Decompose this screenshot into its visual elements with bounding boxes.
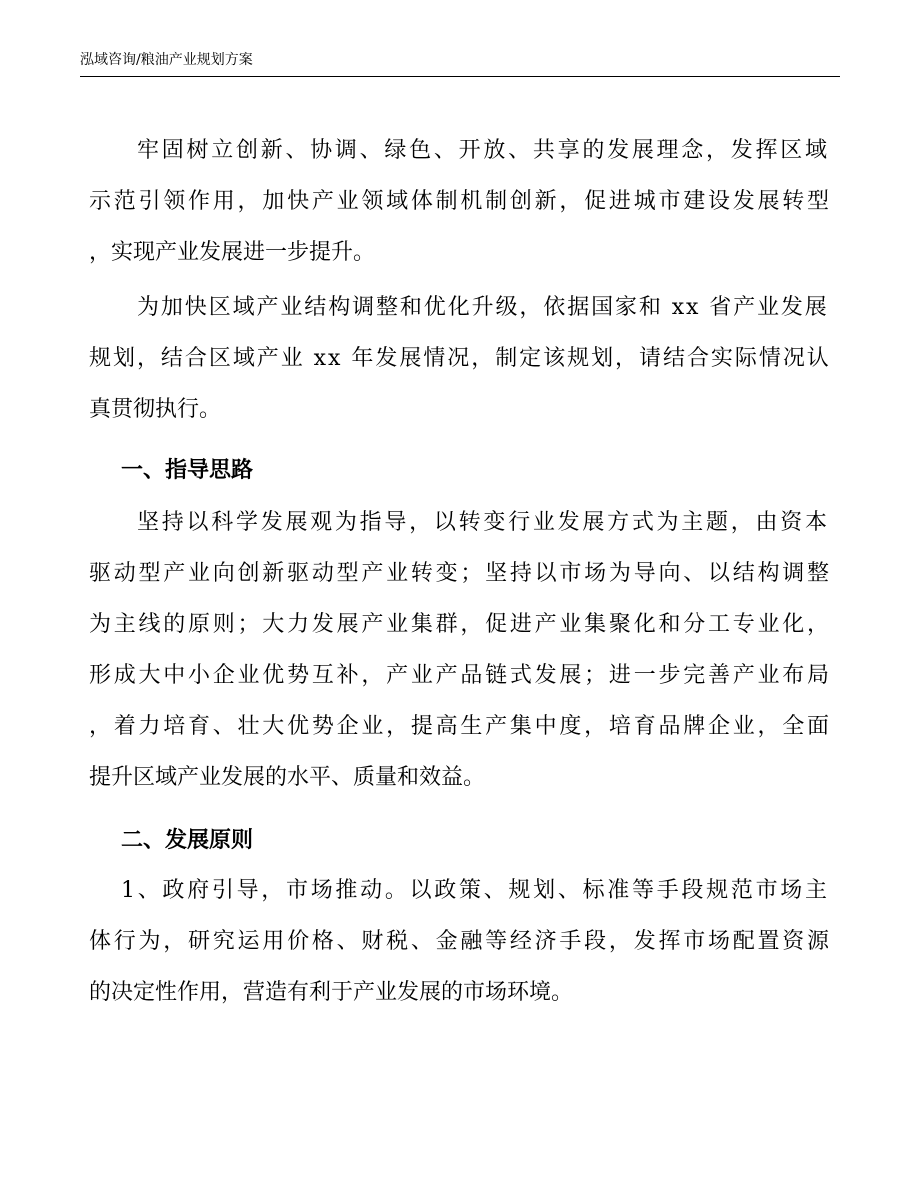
paragraph-3-line-4: 形成大中小企业优势互补，产业产品链式发展；进一步完善产业布局: [89, 663, 832, 688]
paragraph-1-line-3: ，实现产业发展进一步提升。: [89, 240, 376, 265]
paragraph-3-line-1: 坚持以科学发展观为指导，以转变行业发展方式为主题，由资本: [137, 510, 830, 535]
section-heading-development-principles: 二、发展原则: [121, 827, 254, 853]
paragraph-3-line-6: 提升区域产业发展的水平、质量和效益。: [89, 765, 486, 790]
page-header: 泓域咨询/粮油产业规划方案: [80, 52, 253, 68]
paragraph-2-line-1: 为加快区域产业结构调整和优化升级，依据国家和 xx 省产业发展: [137, 295, 829, 320]
paragraph-3-line-5: ，着力培育、壮大优势企业，提高生产集中度，培育品牌企业，全面: [89, 714, 832, 739]
paragraph-4-line-2: 体行为，研究运用价格、财税、金融等经济手段，发挥市场配置资源: [89, 929, 832, 954]
section-heading-guiding-thoughts: 一、指导思路: [121, 457, 254, 483]
header-divider: [80, 76, 840, 77]
paragraph-2-line-3: 真贯彻执行。: [89, 397, 222, 422]
paragraph-1-line-1: 牢固树立创新、协调、绿色、开放、共享的发展理念，发挥区域: [137, 138, 830, 163]
paragraph-2-line-2: 规划，结合区域产业 xx 年发展情况，制定该规划，请结合实际情况认: [89, 346, 831, 371]
paragraph-1-line-2: 示范引领作用，加快产业领域体制机制创新，促进城市建设发展转型: [89, 189, 832, 214]
paragraph-4-line-1: 1、政府引导，市场推动。以政策、规划、标准等手段规范市场主: [121, 878, 830, 903]
paragraph-3-line-2: 驱动型产业向创新驱动型产业转变；坚持以市场为导向、以结构调整: [89, 561, 832, 586]
paragraph-4-line-3: 的决定性作用，营造有利于产业发展的市场环境。: [89, 980, 574, 1005]
paragraph-3-line-3: 为主线的原则；大力发展产业集群，促进产业集聚化和分工专业化，: [89, 612, 832, 637]
